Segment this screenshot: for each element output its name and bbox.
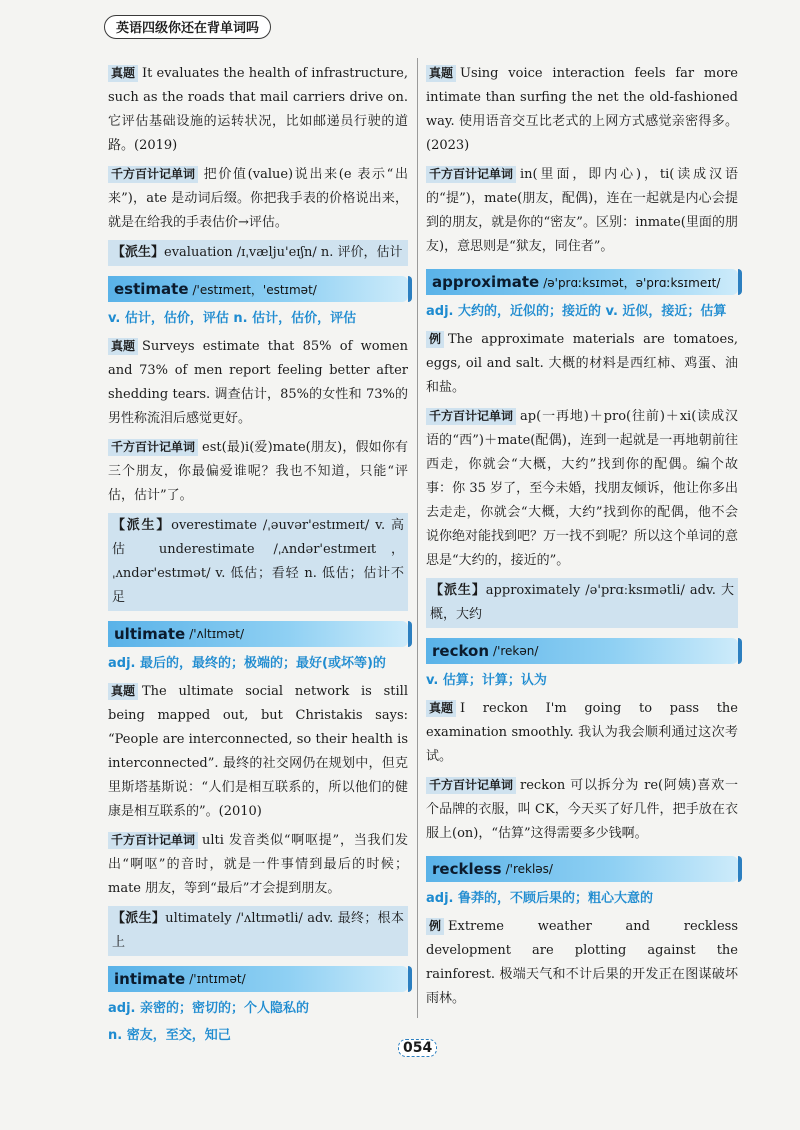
ultimate-derivation [108,906,408,956]
entry-header-reckon [426,638,738,664]
memo-tag: 千方百计记单词 [426,408,516,425]
real-exam-tag: 真题 [108,338,138,355]
real-exam-tag: 真题 [426,700,456,717]
derivation-text: approximately /ə'prɑːksɪmətli/ adv. 大概，大约 [430,583,734,622]
book-title-header: 英语四级你还在背单词吗 [104,15,271,39]
intro-memo [108,163,408,235]
definition: adj. 亲密的；密切的；个人隐私的 [108,1001,309,1016]
definition: v. 估计，估价，评估 n. 估计，估价，评估 [108,311,357,326]
reckon-memo [426,774,738,846]
example-text: The approximate materials are tomatoes, eggs, oil and salt. 大概的材料是西红柿、鸡蛋、油和盐。 [426,332,738,395]
entry-header-estimate [108,276,408,302]
intro-derivation [108,240,408,266]
real-exam-text: Surveys estimate that 85% of women and 73% of men report feeling better after shedding tears. 调查估计，85%的女性和 73%的男性称流泪后感觉更好。 [108,339,408,426]
real-exam-tag: 真题 [108,65,138,82]
memo-text: ulti 发音类似“啊呕提”，当我们发出“啊呕”的音时，就是一件事情到最后的时候；mate 朋友，等到“最后”才会提到朋友。 [108,833,408,896]
right-column [426,62,738,1016]
entry-header-ultimate [108,621,408,647]
approximate-memo [426,405,738,573]
approximate-example [426,328,738,400]
intro-real-example [108,62,408,158]
real-exam-text: It evaluates the health of infrastructure, such as the roads that mail carriers drive on. 它评估基础设施的运转状况，比如邮递员行驶的道路。(2019) [108,66,408,153]
headword: intimate [114,970,186,988]
reckless-example [426,915,738,1011]
pronunciation: /'estɪmeɪt，'estɪmət/ [192,282,317,297]
example-tag: 例 [426,918,444,935]
real-exam-tag: 真题 [426,65,456,82]
memo-tag: 千方百计记单词 [108,439,198,456]
memo-tag: 千方百计记单词 [426,166,516,183]
memo-tag: 千方百计记单词 [426,777,516,794]
definition: adj. 大约的，近似的；接近的 v. 近似，接近；估算 [426,304,727,319]
definition: adj. 最后的，最终的；极端的；最好(或坏等)的 [108,656,386,671]
pronunciation: /'ʌltɪmət/ [189,627,244,641]
entry-header-approximate [426,269,738,295]
real-exam-text: The ultimate social network is still being mapped out, but Christakis says: “People are interconnected, so their health is interconnected”. 最终的社交网仍在规划中，但克里斯塔基斯说：“人们是相互联系的，所以他们的健康是相互联系的”。(2010) [108,684,408,819]
headword: reckless [432,860,502,878]
memo-text: ap(一再地)＋pro(往前)＋xi(读成汉语的“西”)＋mate(配偶)，连到一起就是一再地朝前往西走，你就会“大概，大约”找到你的配偶。编个故事：你 35 岁了，至今未婚，找朋友倾诉，他让你多出去走走，你就会“大概，大约”找到你的配偶，他不会说你绝对能找到吧？万一找不到呢？所以这个单词的意思是“大约的，接近的”。 [426,409,739,568]
definition: adj. 鲁莽的，不顾后果的；粗心大意的 [426,891,653,906]
intimate-real-example [426,62,738,158]
derivation-tag: 【派生】 [112,245,165,260]
memo-text: reckon 可以拆分为 re(阿姨)喜欢一个品牌的衣服，叫 CK，今天买了好几件，把手放在衣服上(on)，“估算”这得需要多少钱啊。 [426,778,738,841]
example-text: Extreme weather and reckless development are plotting against the rainforest. 极端天气和不计后果的开发正在图谋破坏雨林。 [426,919,738,1006]
entry-header-intimate [108,966,408,992]
approximate-derivation [426,578,738,628]
derivation-text: overestimate /ˌəuvər'estɪmeɪt/ v. 高估 underestimate /ˌʌndər'estɪmeɪt，ˌʌndər'estɪmət/ v. 低估；看轻 n. 低估；估计不足 [112,518,404,605]
real-exam-text: I reckon I'm going to pass the examination smoothly. 我认为我会顺利通过这次考试。 [426,701,738,764]
estimate-derivation [108,513,408,611]
memo-text: est(最)i(爱)mate(朋友)，假如你有三个朋友，你最偏爱谁呢？我也不知道，只能“评估，估计”了。 [108,440,408,503]
memo-tag: 千方百计记单词 [108,832,198,849]
derivation-tag: 【派生】 [112,518,172,533]
example-tag: 例 [426,331,444,348]
definition: n. 密友，至交，知己 [108,1028,231,1043]
ultimate-memo [108,829,408,901]
headword: ultimate [114,625,186,643]
left-column [108,62,408,1052]
headword: reckon [432,642,490,660]
real-exam-tag: 真题 [108,683,138,700]
derivation-text: evaluation /ɪˌvælju'eɪʃn/ n. 评价，估计 [164,245,403,260]
real-exam-text: Using voice interaction feels far more intimate than surfing the net the old-fashioned way. 使用语音交互比老式的上网方式感觉亲密得多。(2023) [426,66,738,153]
definition: v. 估算；计算；认为 [426,673,547,688]
pronunciation: /ə'prɑːksɪmət，ə'prɑːksɪmeɪt/ [543,275,721,290]
headword: approximate [432,273,540,291]
derivation-text: ultimately /'ʌltɪmətli/ adv. 最终；根本上 [112,911,404,950]
derivation-tag: 【派生】 [430,583,486,598]
pronunciation: /'rekləs/ [505,862,553,876]
intimate-memo [426,163,738,259]
derivation-tag: 【派生】 [112,911,166,926]
memo-text: in(里面，即内心)，ti(读成汉语的“提”)，mate(朋友，配偶)，连在一起就是内心会提到的朋友，就是你的“密友”。区别：inmate(里面的朋友)，意思则是“狱友，同住者”。 [426,167,738,254]
memo-tag: 千方百计记单词 [108,166,198,183]
memo-text: 把价值(value)说出来(e 表示“出来”)，ate 是动词后缀。你把我手表的价格说出来，就是在给我的手表估价→评估。 [108,167,408,230]
headword: estimate [114,280,189,298]
entry-header-reckless [426,856,738,882]
pronunciation: /'rekən/ [493,644,539,658]
pronunciation: /'ɪntɪmət/ [189,972,246,986]
reckon-real-example [426,697,738,769]
page-number: 054 [398,1039,437,1057]
estimate-real-example [108,335,408,431]
estimate-memo [108,436,408,508]
ultimate-real-example [108,680,408,824]
